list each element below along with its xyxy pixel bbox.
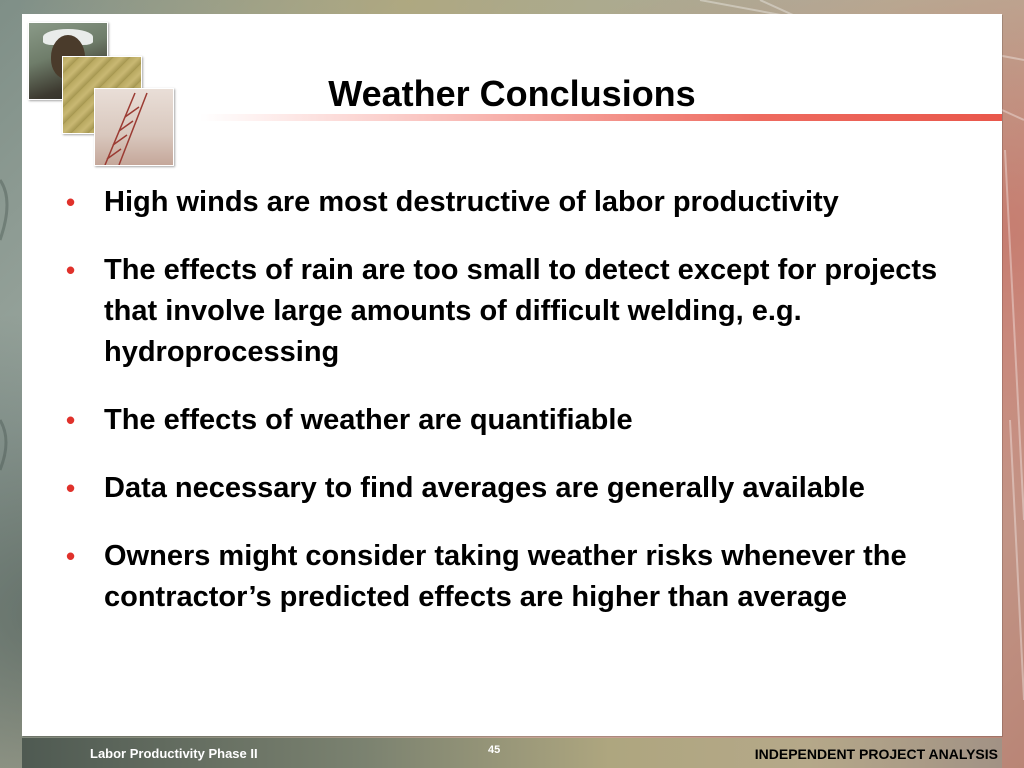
bullet-item (62, 536, 982, 618)
bullet-item (62, 182, 982, 223)
bullet-glyph: • (66, 473, 76, 503)
bullet-glyph: • (66, 255, 76, 285)
footer-presentation-name: Labor Productivity Phase II (90, 746, 258, 761)
slide-title: Weather Conclusions (328, 73, 696, 114)
bullet-text: Data necessary to find averages are generally available (104, 472, 865, 504)
bullet-text: High winds are most destructive of labor productivity (104, 186, 839, 218)
footer-page-number: 45 (488, 744, 501, 756)
bullet-item (62, 250, 982, 373)
bullet-item (62, 400, 982, 441)
bullet-item (62, 468, 982, 509)
bullet-glyph: • (66, 405, 76, 435)
bullet-glyph: • (66, 541, 76, 571)
bullet-text: Owners might consider taking weather risks whenever the contractor’s predicted effects are higher than average (104, 540, 907, 613)
bullet-text: The effects of weather are quantifiable (104, 404, 633, 436)
bullet-list (62, 182, 982, 645)
title-accent-rule (200, 114, 1002, 121)
footer-organization: INDEPENDENT PROJECT ANALYSIS (754, 746, 998, 762)
bullet-text: The effects of rain are too small to detect except for projects that involve large amounts of difficult welding, e.g. hydroprocessing (104, 254, 938, 368)
bullet-glyph: • (66, 187, 76, 217)
